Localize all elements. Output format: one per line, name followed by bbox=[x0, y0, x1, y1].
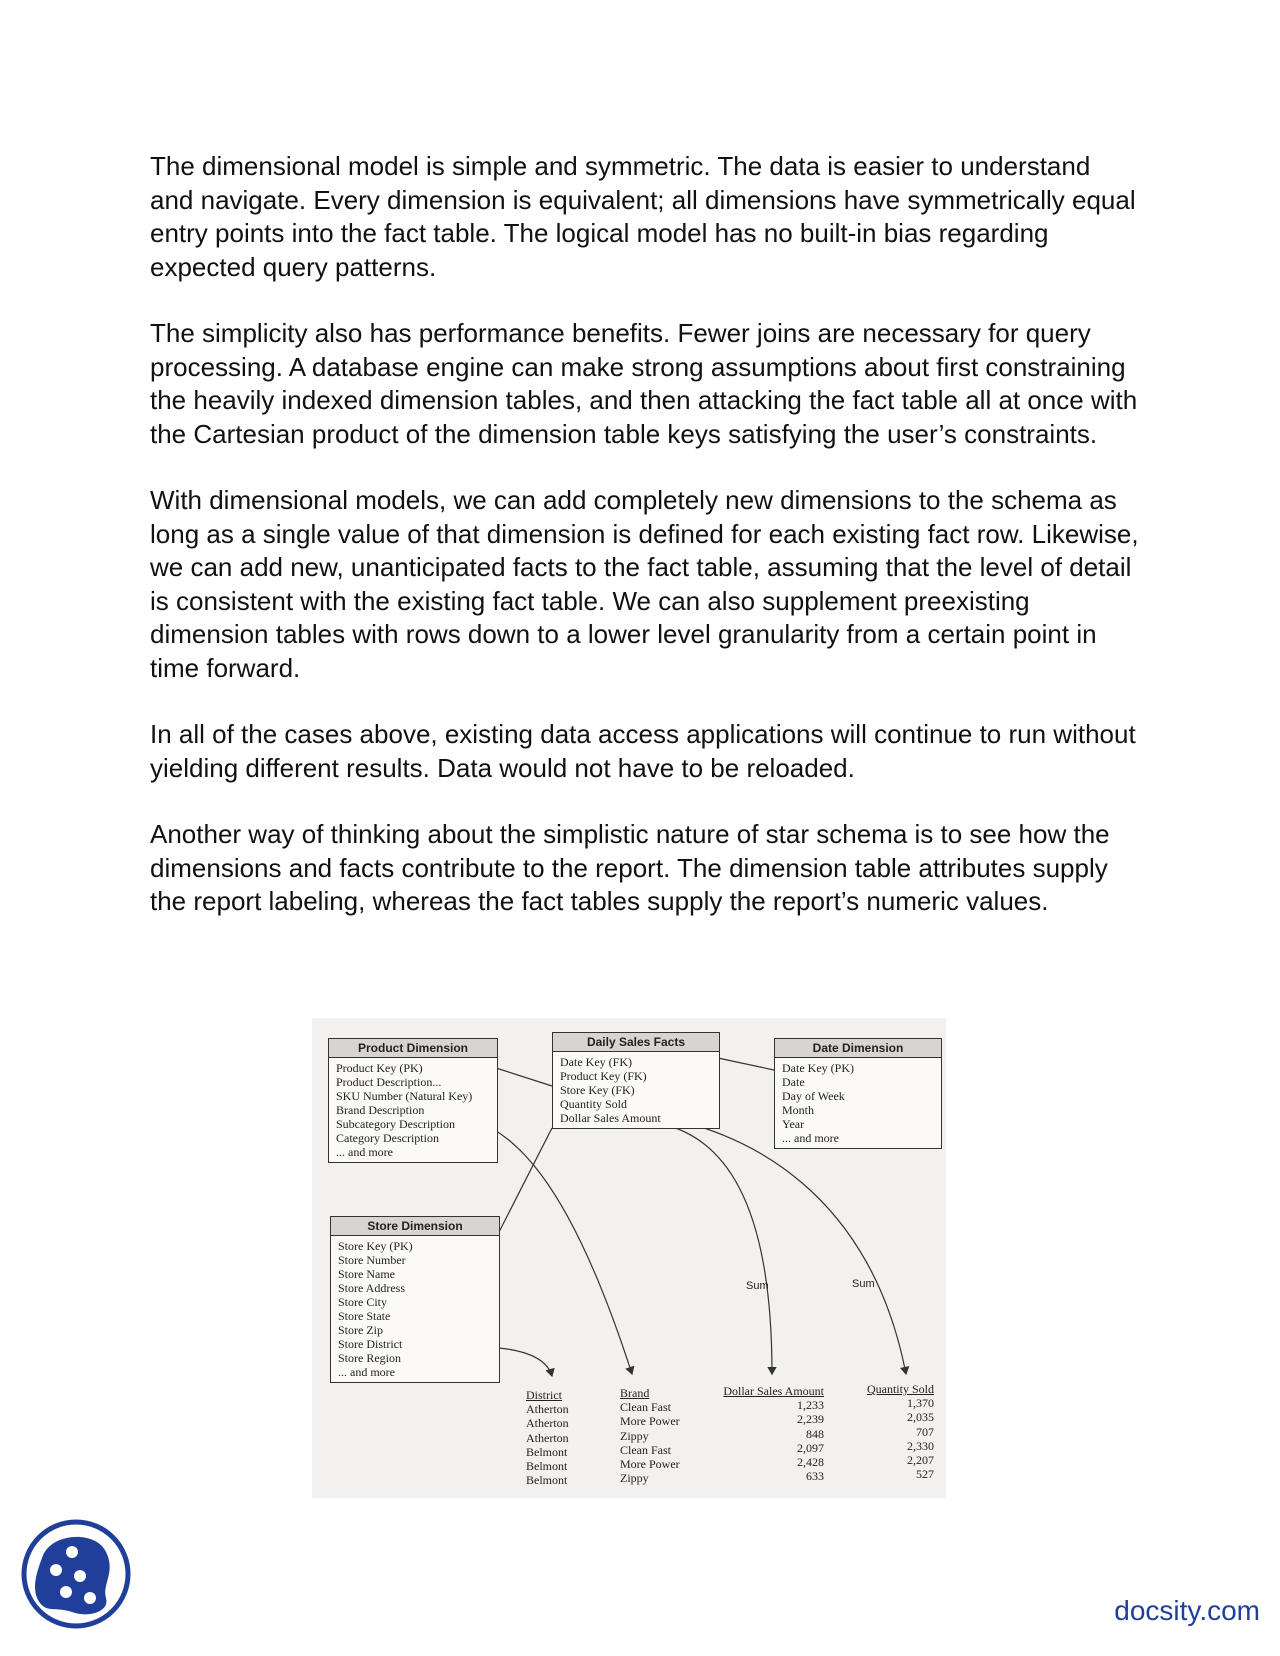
star-schema-figure bbox=[312, 1018, 946, 1498]
report-cell: 527 bbox=[916, 1467, 934, 1482]
store-dimension-row: Store District bbox=[338, 1337, 403, 1351]
paragraph-1: The dimensional model is simple and symmetric. The data is easier to understand and navigate. Every dimension is equivalent; all dimensions have symmetrically equal entry points into the fact table. The logical model has no built-in bias regarding expected query patterns. bbox=[150, 151, 1136, 282]
report-cell: 2,428 bbox=[797, 1455, 824, 1470]
report-cell: Zippy bbox=[620, 1428, 649, 1443]
body-text bbox=[150, 150, 1140, 952]
report-header-dollar-sales: Dollar Sales Amount bbox=[723, 1384, 824, 1398]
report-cell: 707 bbox=[916, 1424, 934, 1439]
product-dimension-row: Product Key (PK) bbox=[336, 1061, 423, 1075]
facts-row: Quantity Sold bbox=[560, 1097, 628, 1111]
report-cell: Clean Fast bbox=[620, 1442, 671, 1457]
product-dimension-row: Category Description bbox=[336, 1131, 439, 1145]
report-cell: Atherton bbox=[526, 1416, 569, 1431]
report-cell: 2,239 bbox=[797, 1412, 824, 1427]
paragraph-2: The simplicity also has performance benefits. Fewer joins are necessary for query processing. A database engine can make strong assumptions about first constraining the heavily indexed dimension tables, and then attacking the fact table all at once with the Cartesian product of the dimension table keys satisfying the user’s constraints. bbox=[150, 318, 1138, 449]
report-cell: Belmont bbox=[526, 1473, 568, 1488]
date-dimension-row: Year bbox=[782, 1117, 805, 1131]
date-dimension-title: Date Dimension bbox=[775, 1039, 941, 1058]
join-facts-date bbox=[718, 1058, 774, 1070]
report-brand-column bbox=[620, 1386, 680, 1485]
date-dimension-row: Date bbox=[782, 1075, 805, 1089]
product-dimension-table bbox=[328, 1038, 498, 1163]
report-cell: More Power bbox=[620, 1457, 680, 1472]
sum-label-dollar: Sum bbox=[746, 1280, 769, 1292]
product-dimension-row: Subcategory Description bbox=[336, 1117, 455, 1131]
report-header-brand: Brand bbox=[620, 1386, 650, 1400]
store-dimension-row: Store Region bbox=[338, 1351, 401, 1365]
report-cell: Belmont bbox=[526, 1459, 568, 1474]
report-quantity-sold-column bbox=[850, 1382, 934, 1481]
join-product-facts bbox=[496, 1068, 552, 1086]
date-dimension-table bbox=[774, 1038, 942, 1149]
report-cell: 2,097 bbox=[797, 1440, 824, 1455]
date-dimension-row: Date Key (PK) bbox=[782, 1061, 854, 1075]
product-dimension-row: Product Description... bbox=[336, 1075, 442, 1089]
facts-row: Product Key (FK) bbox=[560, 1069, 647, 1083]
product-dimension-row: ... and more bbox=[336, 1145, 393, 1159]
store-dimension-row: Store Address bbox=[338, 1281, 405, 1295]
report-cell: 1,370 bbox=[907, 1396, 934, 1411]
product-dimension-title: Product Dimension bbox=[329, 1039, 497, 1058]
join-store-facts bbox=[498, 1128, 552, 1234]
store-dimension-row: Store Key (PK) bbox=[338, 1239, 413, 1253]
docsity-link[interactable]: docsity.com bbox=[1114, 1595, 1260, 1626]
arrow-dollar bbox=[662, 1124, 772, 1374]
daily-sales-facts-title: Daily Sales Facts bbox=[553, 1033, 719, 1052]
report-cell: Atherton bbox=[526, 1430, 569, 1445]
report-cell: Zippy bbox=[620, 1471, 649, 1486]
paragraph-3: With dimensional models, we can add completely new dimensions to the schema as long as a single value of that dimension is defined for each existing fact row. Likewise, we can add new, unanticipated facts to the fact table, assuming that the level of detail is consistent with the existing fact table. We can also supplement preexisting dimension tables with rows down to a lower level granularity from a certain point in time forward. bbox=[150, 485, 1139, 683]
report-cell: 2,035 bbox=[907, 1410, 934, 1425]
date-dimension-row: Day of Week bbox=[782, 1089, 845, 1103]
date-dimension-row: Month bbox=[782, 1103, 815, 1117]
report-cell: 2,330 bbox=[907, 1438, 934, 1453]
report-header-district: District bbox=[526, 1388, 562, 1402]
report-cell: Belmont bbox=[526, 1444, 568, 1459]
report-cell: Clean Fast bbox=[620, 1400, 671, 1415]
store-dimension-row: ... and more bbox=[338, 1365, 395, 1379]
store-dimension-table bbox=[330, 1216, 500, 1383]
facts-row: Dollar Sales Amount bbox=[560, 1111, 661, 1125]
report-dollar-sales-column bbox=[714, 1384, 824, 1483]
store-dimension-row: Store City bbox=[338, 1295, 388, 1309]
report-cell: 633 bbox=[806, 1469, 824, 1484]
store-dimension-title: Store Dimension bbox=[331, 1217, 499, 1236]
report-header-quantity-sold: Quantity Sold bbox=[866, 1382, 934, 1396]
report-cell: Atherton bbox=[526, 1402, 569, 1417]
paragraph-4: In all of the cases above, existing data access applications will continue to run without yielding different results. Data would not have to be reloaded. bbox=[150, 719, 1136, 783]
docsity-logo-icon[interactable] bbox=[20, 1518, 132, 1630]
store-dimension-row: Store Zip bbox=[338, 1323, 383, 1337]
product-dimension-row: SKU Number (Natural Key) bbox=[336, 1089, 473, 1103]
report-district-column bbox=[526, 1388, 569, 1487]
store-dimension-row: Store State bbox=[338, 1309, 391, 1323]
report-cell: 1,233 bbox=[797, 1398, 824, 1413]
facts-row: Date Key (FK) bbox=[560, 1055, 632, 1069]
product-dimension-row: Brand Description bbox=[336, 1103, 425, 1117]
paragraph-5: Another way of thinking about the simplistic nature of star schema is to see how the dimensions and facts contribute to the report. The dimension table attributes supply the report labeling, whereas the fact tables supply the report’s numeric values. bbox=[150, 819, 1110, 916]
facts-row: Store Key (FK) bbox=[560, 1083, 635, 1097]
store-dimension-row: Store Number bbox=[338, 1253, 406, 1267]
date-dimension-row: ... and more bbox=[782, 1131, 839, 1145]
daily-sales-facts-table bbox=[552, 1032, 720, 1129]
arrow-quantity bbox=[642, 1114, 906, 1374]
report-cell: 2,207 bbox=[907, 1453, 934, 1468]
report-cell: 848 bbox=[806, 1426, 824, 1441]
report-cell: More Power bbox=[620, 1414, 680, 1429]
store-dimension-row: Store Name bbox=[338, 1267, 395, 1281]
sum-label-quantity: Sum bbox=[852, 1278, 875, 1290]
